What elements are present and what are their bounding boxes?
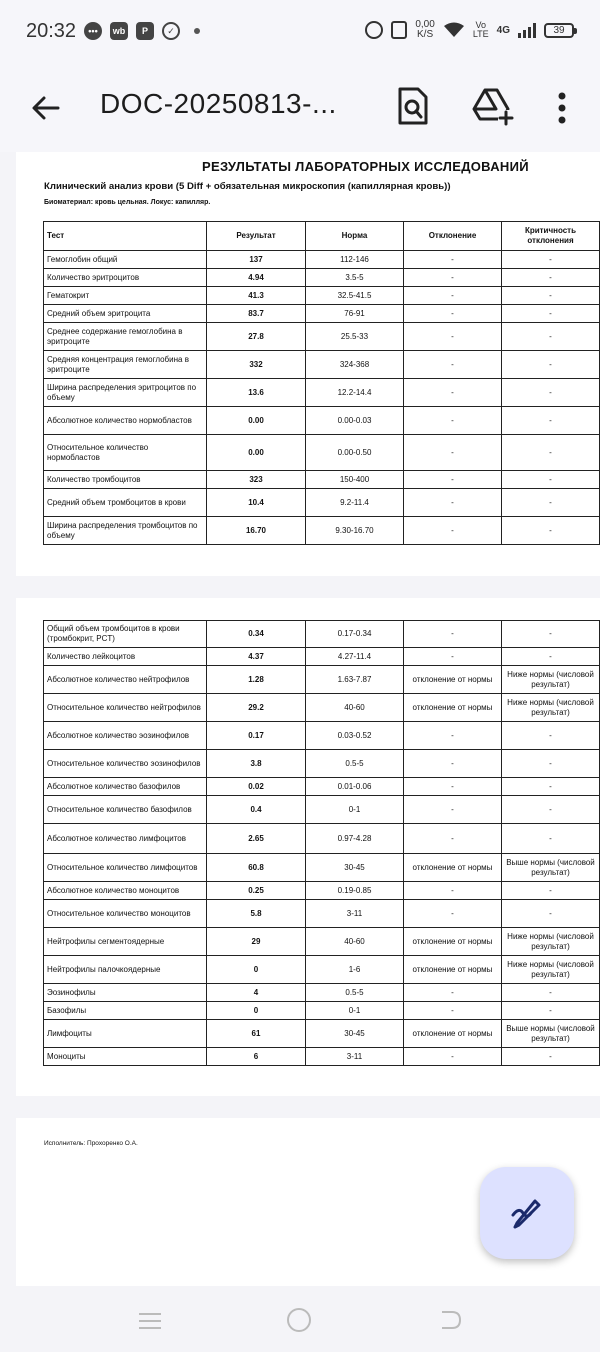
criticality-cell: Ниже нормы (числовой результат) (502, 694, 600, 722)
results-table-page2 (43, 620, 600, 1066)
results-table-page1 (43, 221, 600, 545)
norm-cell: 324-368 (306, 351, 404, 379)
result-cell: 0.34 (207, 621, 306, 648)
test-name-cell: Относительное количество нормобластов (44, 435, 207, 471)
criticality-cell: - (502, 1002, 600, 1020)
battery-icon (544, 23, 574, 38)
criticality-cell: - (502, 379, 600, 407)
norm-cell: 9.2-11.4 (306, 489, 404, 517)
norm-cell: 40-60 (306, 928, 404, 956)
table-row (44, 648, 600, 666)
deviation-cell: отклонение от нормы (404, 928, 502, 956)
result-cell: 6 (207, 1048, 306, 1066)
result-cell: 29 (207, 928, 306, 956)
norm-cell: 0.00-0.03 (306, 407, 404, 435)
criticality-cell: Выше нормы (числовой результат) (502, 1020, 600, 1048)
test-name-cell: Относительное количество базофилов (44, 796, 207, 824)
table-row (44, 1020, 600, 1048)
deviation-cell: - (404, 323, 502, 351)
test-name-cell: Относительное количество моноцитов (44, 900, 207, 928)
test-name-cell: Среднее содержание гемоглобина в эритроците (44, 323, 207, 351)
table-row (44, 287, 600, 305)
result-cell: 0.00 (207, 435, 306, 471)
test-name-cell: Моноциты (44, 1048, 207, 1066)
deviation-cell: - (404, 305, 502, 323)
test-name-cell: Ширина распределения тромбоцитов по объему (44, 517, 207, 545)
norm-cell: 3-11 (306, 1048, 404, 1066)
result-cell: 0.17 (207, 722, 306, 750)
table-row (44, 928, 600, 956)
document-biomaterial: Биоматериал: кровь цельная. Локус: капилляр. (44, 199, 211, 206)
norm-cell: 0.01-0.06 (306, 778, 404, 796)
result-cell: 29.2 (207, 694, 306, 722)
result-cell: 60.8 (207, 854, 306, 882)
result-cell: 0 (207, 956, 306, 984)
net-speed-unit: K/S (417, 29, 434, 40)
result-cell: 16.70 (207, 517, 306, 545)
net-speed-value: 0,00 (415, 19, 435, 30)
test-name-cell: Нейтрофилы палочкоядерные (44, 956, 207, 984)
test-name-cell: Относительное количество лимфоцитов (44, 854, 207, 882)
test-name-cell: Эозинофилы (44, 984, 207, 1002)
net-speed (415, 20, 434, 40)
test-name-cell: Средний объем эритроцита (44, 305, 207, 323)
volte-bottom: LTE (472, 29, 489, 39)
test-name-cell: Гемоглобин общий (44, 251, 207, 269)
wifi-icon (443, 22, 465, 38)
result-cell: 323 (207, 471, 306, 489)
pdf-page-2 (16, 598, 600, 1096)
status-time: 20:32 (26, 20, 77, 42)
table-row (44, 984, 600, 1002)
deviation-cell: - (404, 435, 502, 471)
criticality-cell: - (502, 900, 600, 928)
column-header-criticality: Критичность отклонения (502, 222, 600, 251)
criticality-cell: Ниже нормы (числовой результат) (502, 956, 600, 984)
norm-cell: 0-1 (306, 1002, 404, 1020)
criticality-cell: - (502, 984, 600, 1002)
result-cell: 0.02 (207, 778, 306, 796)
back-icon (438, 1310, 462, 1330)
table-row (44, 251, 600, 269)
deviation-cell: - (404, 750, 502, 778)
results-body-page2 (44, 621, 600, 1066)
deviation-cell: - (404, 648, 502, 666)
criticality-cell: - (502, 824, 600, 854)
result-cell: 5.8 (207, 900, 306, 928)
norm-cell: 32.5-41.5 (306, 287, 404, 305)
norm-cell: 1-6 (306, 956, 404, 984)
executor-line: Исполнитель: Прохоренко О.А. (44, 1140, 138, 1147)
deviation-cell: отклонение от нормы (404, 956, 502, 984)
table-row (44, 517, 600, 545)
criticality-cell: - (502, 517, 600, 545)
menu-icon (138, 1312, 162, 1330)
table-row (44, 694, 600, 722)
table-row (44, 305, 600, 323)
column-header-norm: Норма (306, 222, 404, 251)
deviation-cell: - (404, 351, 502, 379)
deviation-cell: - (404, 900, 502, 928)
deviation-cell: отклонение от нормы (404, 1020, 502, 1048)
table-row (44, 323, 600, 351)
result-cell: 1.28 (207, 666, 306, 694)
add-to-drive-button[interactable] (472, 86, 514, 126)
search-in-document-button[interactable] (396, 86, 430, 126)
annotate-fab-button[interactable] (480, 1167, 574, 1259)
deviation-cell: - (404, 621, 502, 648)
table-row (44, 407, 600, 435)
result-cell: 4 (207, 984, 306, 1002)
norm-cell: 12.2-14.4 (306, 379, 404, 407)
test-name-cell: Средний объем тромбоцитов в крови (44, 489, 207, 517)
norm-cell: 0.03-0.52 (306, 722, 404, 750)
norm-cell: 0.5-5 (306, 984, 404, 1002)
test-name-cell: Лимфоциты (44, 1020, 207, 1048)
test-name-cell: Средняя концентрация гемоглобина в эритроците (44, 351, 207, 379)
result-cell: 0.4 (207, 796, 306, 824)
deviation-cell: - (404, 269, 502, 287)
test-name-cell: Относительное количество эозинофилов (44, 750, 207, 778)
table-row (44, 900, 600, 928)
test-name-cell: Абсолютное количество лимфоцитов (44, 824, 207, 854)
criticality-cell: Выше нормы (числовой результат) (502, 854, 600, 882)
signal-icon (518, 22, 536, 38)
system-icons (365, 20, 574, 40)
volte-icon (473, 21, 489, 39)
table-row (44, 351, 600, 379)
system-nav-bar (0, 1286, 600, 1352)
criticality-cell: - (502, 251, 600, 269)
criticality-cell: - (502, 648, 600, 666)
table-row (44, 882, 600, 900)
result-cell: 27.8 (207, 323, 306, 351)
test-name-cell: Количество тромбоцитов (44, 471, 207, 489)
test-name-cell: Относительное количество нейтрофилов (44, 694, 207, 722)
norm-cell: 1.63-7.87 (306, 666, 404, 694)
table-row (44, 750, 600, 778)
more-vert-icon (554, 90, 570, 126)
table-row (44, 621, 600, 648)
nfc-icon (391, 21, 407, 39)
home-button[interactable] (287, 1308, 311, 1332)
deviation-cell: - (404, 517, 502, 545)
test-name-cell: Абсолютное количество моноцитов (44, 882, 207, 900)
criticality-cell: - (502, 407, 600, 435)
test-name-cell: Базофилы (44, 1002, 207, 1020)
table-row (44, 722, 600, 750)
deviation-cell: отклонение от нормы (404, 694, 502, 722)
result-cell: 4.94 (207, 269, 306, 287)
document-title: DOC-20250813-... (100, 88, 337, 119)
test-name-cell: Абсолютное количество нейтрофилов (44, 666, 207, 694)
deviation-cell: отклонение от нормы (404, 854, 502, 882)
result-cell: 61 (207, 1020, 306, 1048)
table-row (44, 666, 600, 694)
result-cell: 137 (207, 251, 306, 269)
table-row (44, 854, 600, 882)
deviation-cell: - (404, 251, 502, 269)
status-bar (0, 0, 600, 64)
deviation-cell: отклонение от нормы (404, 666, 502, 694)
column-header-deviation: Отклонение (404, 222, 502, 251)
more-options-button[interactable] (554, 90, 570, 126)
criticality-cell: - (502, 323, 600, 351)
norm-cell: 0-1 (306, 796, 404, 824)
test-name-cell: Количество лейкоцитов (44, 648, 207, 666)
norm-cell: 0.97-4.28 (306, 824, 404, 854)
norm-cell: 30-45 (306, 854, 404, 882)
criticality-cell: - (502, 435, 600, 471)
test-name-cell: Количество эритроцитов (44, 269, 207, 287)
table-row (44, 1048, 600, 1066)
deviation-cell: - (404, 489, 502, 517)
deviation-cell: - (404, 796, 502, 824)
test-name-cell: Нейтрофилы сегментоядерные (44, 928, 207, 956)
column-header-result: Результат (207, 222, 306, 251)
result-cell: 2.65 (207, 824, 306, 854)
battery-level: 39 (553, 24, 565, 36)
deviation-cell: - (404, 379, 502, 407)
result-cell: 4.37 (207, 648, 306, 666)
result-cell: 0.25 (207, 882, 306, 900)
document-heading: РЕЗУЛЬТАТЫ ЛАБОРАТОРНЫХ ИССЛЕДОВАНИЙ (202, 159, 529, 174)
criticality-cell: Ниже нормы (числовой результат) (502, 666, 600, 694)
result-cell: 3.8 (207, 750, 306, 778)
deviation-cell: - (404, 407, 502, 435)
norm-cell: 25.5-33 (306, 323, 404, 351)
table-row (44, 1002, 600, 1020)
messenger-icon: ••• (84, 22, 102, 40)
table-row (44, 824, 600, 854)
norm-cell: 9.30-16.70 (306, 517, 404, 545)
document-subheading: Клинический анализ крови (5 Diff + обязательная микроскопия (капиллярная кровь)) (44, 181, 451, 192)
norm-cell: 112-146 (306, 251, 404, 269)
table-header-row (44, 222, 600, 251)
table-row (44, 489, 600, 517)
result-cell: 10.4 (207, 489, 306, 517)
criticality-cell: - (502, 351, 600, 379)
deviation-cell: - (404, 1048, 502, 1066)
table-row (44, 435, 600, 471)
deviation-cell: - (404, 722, 502, 750)
norm-cell: 30-45 (306, 1020, 404, 1048)
wb-icon: wb (110, 22, 128, 40)
criticality-cell: - (502, 1048, 600, 1066)
parking-icon: P (136, 22, 154, 40)
arrow-left-icon (30, 92, 62, 124)
criticality-cell: - (502, 471, 600, 489)
criticality-cell: - (502, 269, 600, 287)
table-row (44, 956, 600, 984)
test-name-cell: Общий объем тромбоцитов в крови (тромбокрит, PCT) (44, 621, 207, 648)
criticality-cell: - (502, 489, 600, 517)
result-cell: 83.7 (207, 305, 306, 323)
result-cell: 0 (207, 1002, 306, 1020)
deviation-cell: - (404, 471, 502, 489)
criticality-cell: Ниже нормы (числовой результат) (502, 928, 600, 956)
deviation-cell: - (404, 778, 502, 796)
check-circle-icon: ✓ (162, 22, 180, 40)
norm-cell: 4.27-11.4 (306, 648, 404, 666)
test-name-cell: Абсолютное количество нормобластов (44, 407, 207, 435)
edit-pen-icon (509, 1195, 545, 1231)
criticality-cell: - (502, 796, 600, 824)
volte-top: Vo (475, 20, 486, 30)
criticality-cell: - (502, 750, 600, 778)
result-cell: 332 (207, 351, 306, 379)
document-search-icon (396, 86, 430, 126)
deviation-cell: - (404, 287, 502, 305)
deviation-cell: - (404, 824, 502, 854)
result-cell: 13.6 (207, 379, 306, 407)
norm-cell: 76-91 (306, 305, 404, 323)
norm-cell: 3.5-5 (306, 269, 404, 287)
norm-cell: 150-400 (306, 471, 404, 489)
recent-apps-button[interactable] (138, 1312, 162, 1330)
criticality-cell: - (502, 778, 600, 796)
norm-cell: 0.5-5 (306, 750, 404, 778)
result-cell: 41.3 (207, 287, 306, 305)
table-row (44, 379, 600, 407)
deviation-cell: - (404, 882, 502, 900)
pdf-page-1 (16, 152, 600, 576)
results-body-page1 (44, 251, 600, 545)
table-row (44, 269, 600, 287)
table-row (44, 471, 600, 489)
column-header-test: Тест (44, 222, 207, 251)
test-name-cell: Абсолютное количество эозинофилов (44, 722, 207, 750)
norm-cell: 0.19-0.85 (306, 882, 404, 900)
back-button[interactable] (30, 92, 62, 124)
drive-add-icon (472, 86, 514, 126)
alarm-icon (365, 21, 383, 39)
nav-back-button[interactable] (438, 1310, 462, 1330)
criticality-cell: - (502, 305, 600, 323)
network-type: 4G (496, 24, 510, 36)
norm-cell: 40-60 (306, 694, 404, 722)
test-name-cell: Ширина распределения эритроцитов по объему (44, 379, 207, 407)
deviation-cell: - (404, 984, 502, 1002)
criticality-cell: - (502, 287, 600, 305)
criticality-cell: - (502, 722, 600, 750)
result-cell: 0.00 (207, 407, 306, 435)
test-name-cell: Гематокрит (44, 287, 207, 305)
deviation-cell: - (404, 1002, 502, 1020)
norm-cell: 0.00-0.50 (306, 435, 404, 471)
criticality-cell: - (502, 882, 600, 900)
criticality-cell: - (502, 621, 600, 648)
norm-cell: 3-11 (306, 900, 404, 928)
table-row (44, 778, 600, 796)
app-bar (0, 64, 600, 152)
notification-icons (84, 22, 200, 40)
table-row (44, 796, 600, 824)
test-name-cell: Абсолютное количество базофилов (44, 778, 207, 796)
norm-cell: 0.17-0.34 (306, 621, 404, 648)
dot-icon (194, 28, 200, 34)
